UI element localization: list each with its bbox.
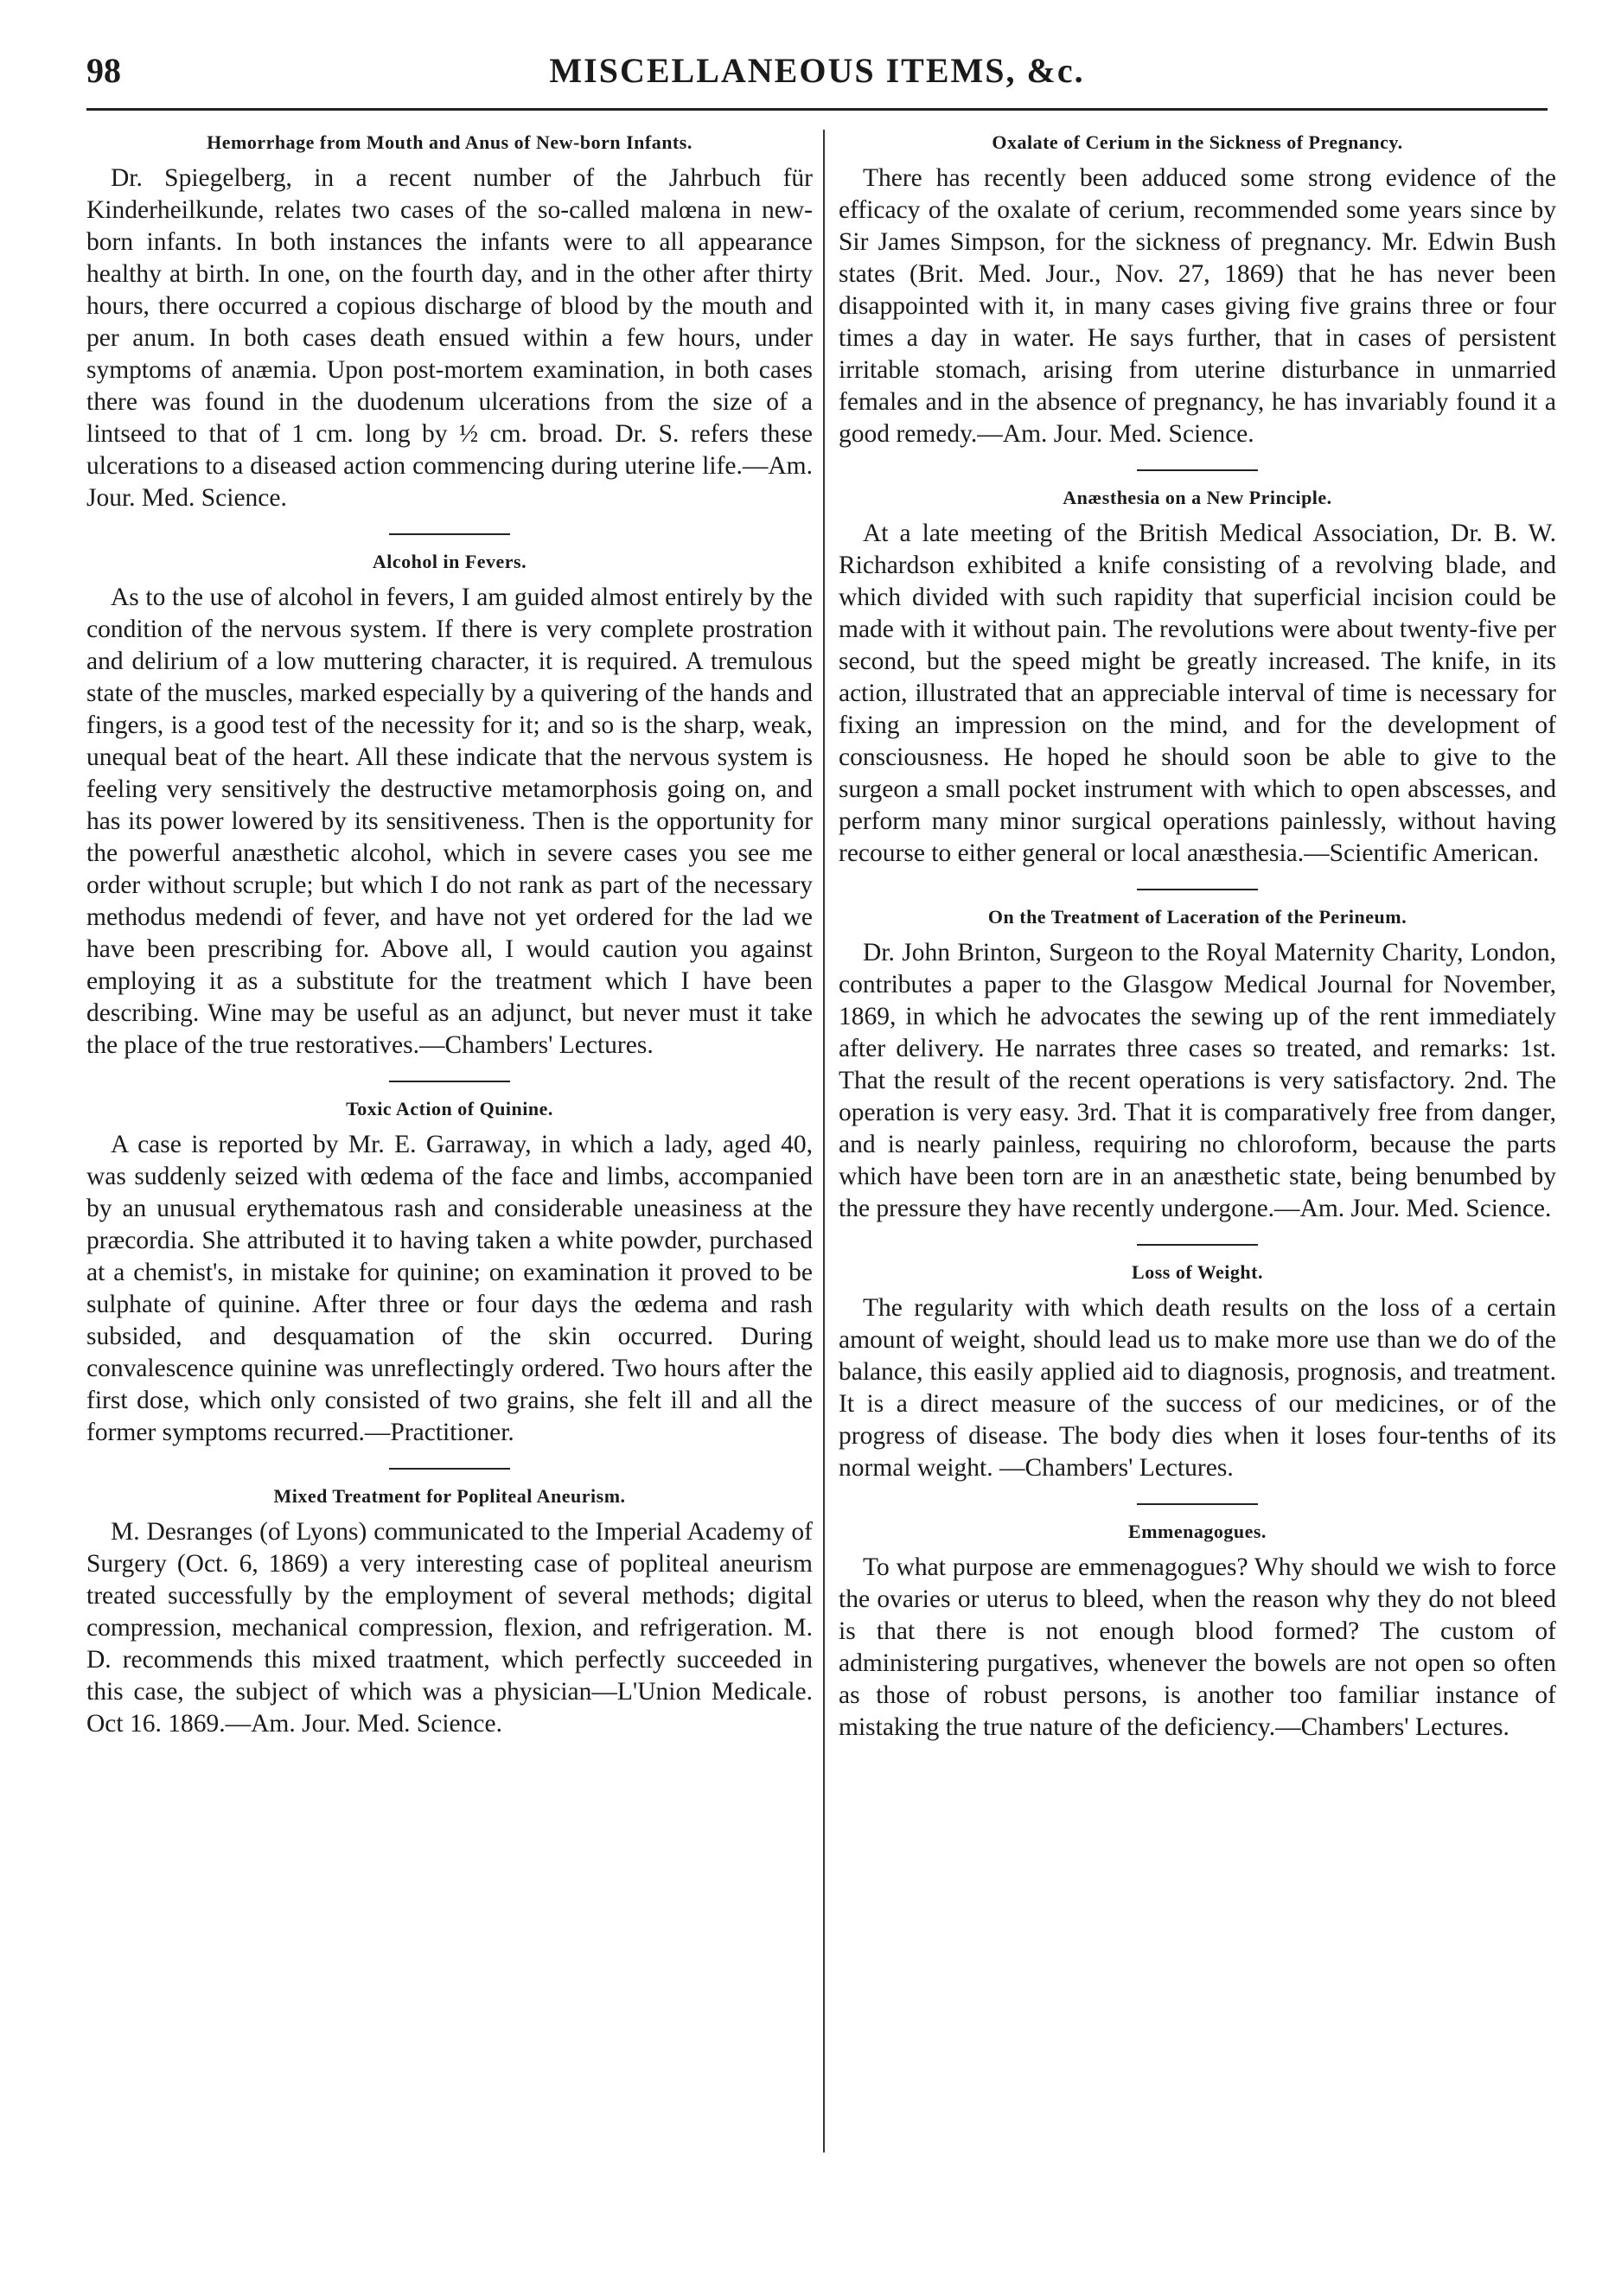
article-body: As to the use of alcohol in fevers, I am guided almost entirely by the condition of the nervous system. If there is very complete prostration and delirium of a low muttering character, it is required. A tremulous state of the muscles, marked especially by a quivering of the hands and fingers, is a good test of the necessity for it; and so is the sharp, weak, unequal beat of the heart. All these indicate that the nervous system is feeling very sensitively the destructive metamorphosis going on, and has its power lowered by its sensitiveness. Then is the opportunity for the powerful anæsthetic alcohol, which in severe cases you see me order without scruple; but which I do not rank as part of the necessary methodus medendi of fever, and have not yet ordered for the lad we have been prescribing for. Above all, I would caution you against employing it as a substitute for the treatment which I have been describing. Wine may be useful as an adjunct, but never must it take the place of the true restoratives.—Chambers' Lectures. [86,584,813,1059]
article-separator [1137,469,1258,471]
article-separator [389,533,510,535]
article-title: Hemorrhage from Mouth and Anus of New-born Infants. [207,131,692,153]
article-title: Oxalate of Cerium in the Sickness of Pregnancy. [992,131,1403,153]
article-body: Dr. Spiegelberg, in a recent number of the Jahrbuch für Kinderheilkunde, relates two cases of the so-called malœna in new-born infants. In both instances the infants were to all appearance healthy at birth. In one, on the fourth day, and in the other after thirty hours, there occurred a copious discharge of blood by the mouth and per anum. In both cases death ensued within a few hours, under symptoms of anæmia. Upon post-mortem examination, in both cases there was found in the duodenum ulcerations from the size of a lintseed to that of 1 cm. long by ½ cm. broad. Dr. S. refers these ulcerations to a diseased action commencing during uterine life.—Am. Jour. Med. Science. [86,164,813,512]
column-divider [823,130,825,2152]
page-header [86,50,1548,102]
article-perineum [839,904,1556,1225]
article-title: Emmenagogues. [1128,1521,1267,1542]
header-rule [86,108,1548,111]
article-separator [389,1468,510,1470]
article-separator [1137,889,1258,890]
article-quinine [86,1096,813,1449]
article-cerium [839,130,1556,450]
article-title: Mixed Treatment for Popliteal Aneurism. [273,1485,626,1507]
running-title: MISCELLANEOUS ITEMS, &c. [549,51,1085,90]
article-aneurism [86,1483,813,1740]
article-body: At a late meeting of the British Medical Association, Dr. B. W. Richardson exhibited a knife consisting of a revolving blade, and which divided with such rapidity that superficial incision could be made with it without pain. The revolutions were about twenty-five per second, but the speed might be greatly increased. The knife, in its action, illustrated that an appreciable interval of time is necessary for fixing an impression on the mind, and for the development of consciousness. He hoped he should soon be able to give to the surgeon a small pocket instrument with which to open abscesses, and perform many minor surgical operations painlessly, without having recourse to either general or local anæsthesia.—Scientific American. [839,520,1556,867]
article-title: Anæsthesia on a New Principle. [1063,487,1332,508]
article-separator [1137,1244,1258,1246]
article-title: On the Treatment of Laceration of the Perineum. [987,906,1407,928]
article-body: Dr. John Brinton, Surgeon to the Royal Maternity Charity, London, contributes a paper to the Glasgow Medical Journal for November, 1869, in which he advocates the sewing up of the rent immediately after delivery. He narrates three cases so treated, and remarks: 1st. That the result of the recent operations is very satisfactory. 2nd. The operation is very easy. 3rd. That it is comparatively free from danger, and is nearly painless, requiring no chloroform, because the parts which have been torn are in an anæsthetic state, being benumbed by the pressure they have recently undergone.—Am. Jour. Med. Science. [839,939,1556,1222]
article-body: To what purpose are emmenagogues? Why should we wish to force the ovaries or uterus to bleed, when the reason why they do not bleed is that there is not enough blood formed? The custom of administering purgatives, whenever the bowels are not open so often as those of robust persons, is another too familiar instance of mistaking the true nature of the deficiency.—Chambers' Lectures. [839,1553,1556,1741]
article-hemorrhage [86,130,813,514]
article-body: M. Desranges (of Lyons) communicated to the Imperial Academy of Surgery (Oct. 6, 1869) a very interesting case of popliteal aneurism treated successfully by the employment of several methods; digital compression, mechanical compression, flexion, and refrigeration. M. D. recommends this mixed traatment, which perfectly succeeded in this case, the subject of which was a physician—L'Union Medicale. Oct 16. 1869.—Am. Jour. Med. Science. [86,1518,813,1738]
article-body: There has recently been adduced some strong evidence of the efficacy of the oxalate of cerium, recommended some years since by Sir James Simpson, for the sickness of pregnancy. Mr. Edwin Bush states (Brit. Med. Jour., Nov. 27, 1869) that he has never been disappointed with it, in many cases giving five grains three or four times a day in water. He says further, that in cases of persistent irritable stomach, arising from uterine disturbance in unmarried females and in the absence of pregnancy, he has invariably found it a good remedy.—Am. Jour. Med. Science. [839,164,1556,448]
right-column [839,130,1556,1744]
article-title: Alcohol in Fevers. [372,551,527,572]
article-weight [839,1260,1556,1484]
article-body: A case is reported by Mr. E. Garraway, in which a lady, aged 40, was suddenly seized with œdema of the face and limbs, accompanied by an unusual erythematous rash and considerable uneasiness at the præcordia. She attributed it to having taken a white powder, purchased at a chemist's, in mistake for quinine; on examination it proved to be sulphate of quinine. After three or four days the œdema and rash subsided, and desquamation of the skin occurred. During convalescence quinine was unreflectingly ordered. Two hours after the first dose, which only consisted of two grains, she felt ill and all the former symptoms recurred.—Practitioner. [86,1131,813,1446]
left-column [86,130,813,1740]
article-alcohol [86,549,813,1062]
article-anaesthesia [839,485,1556,870]
article-title: Loss of Weight. [1132,1261,1263,1283]
page-number: 98 [86,51,121,90]
article-separator [1137,1503,1258,1505]
article-separator [389,1081,510,1082]
article-emmenagogues [839,1519,1556,1744]
article-body: The regularity with which death results on the loss of a certain amount of weight, should lead us to make more use than we do of the balance, this easily applied aid to diagnosis, prognosis, and treatment. It is a direct measure of the success of our medicines, or of the progress of disease. The body dies when it loses four-tenths of its normal weight. —Chambers' Lectures. [839,1294,1556,1482]
article-title: Toxic Action of Quinine. [346,1098,553,1119]
